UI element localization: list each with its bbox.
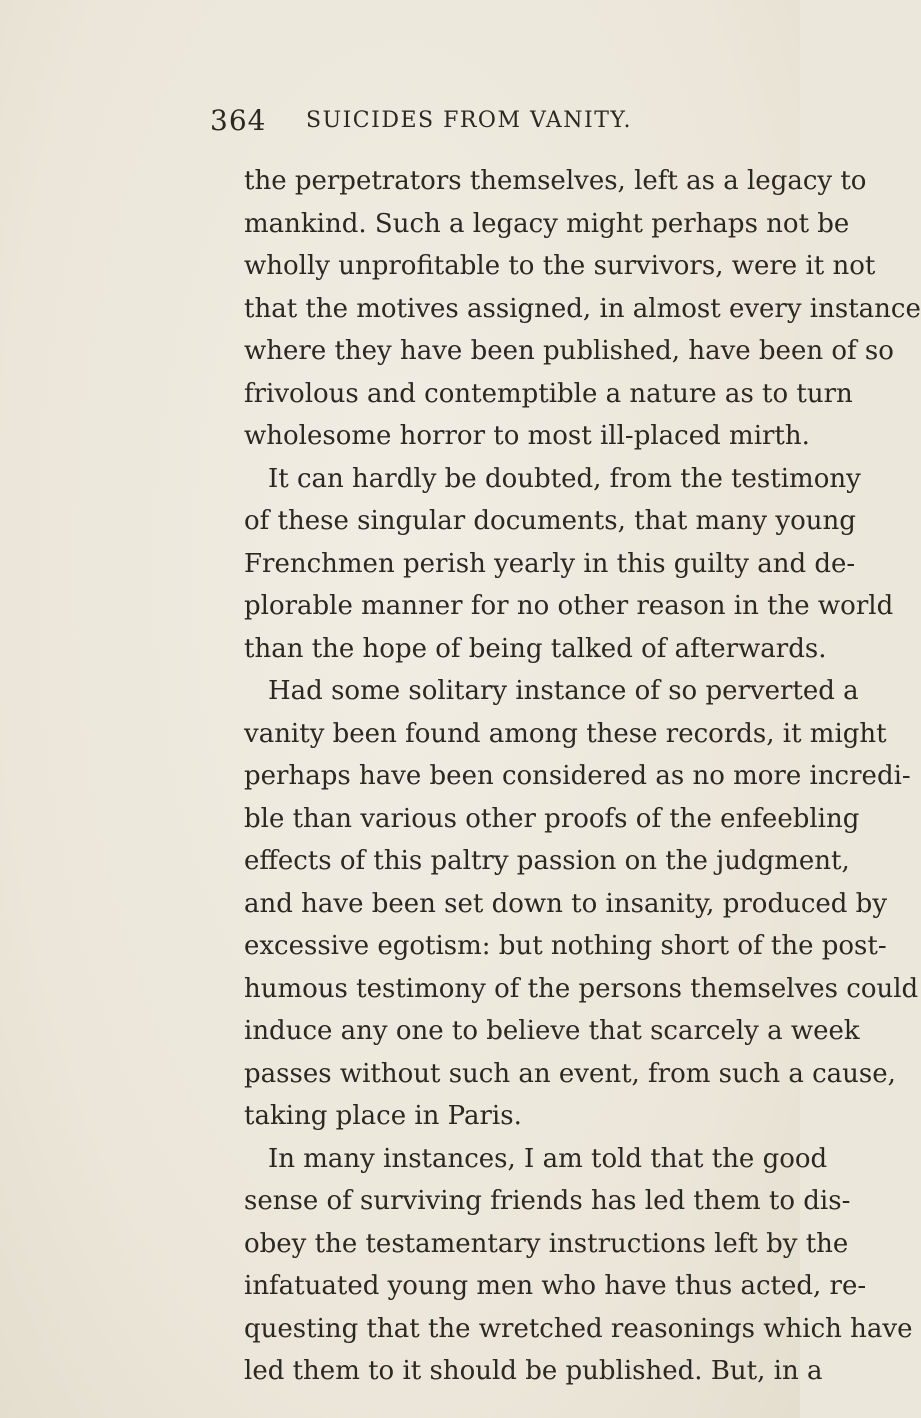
page-number: 364 bbox=[210, 104, 267, 137]
text-line: where they have been published, have been of so bbox=[244, 336, 894, 366]
text-line: of these singular documents, that many young bbox=[244, 506, 856, 536]
text-line: infatuated young men who have thus acted, re- bbox=[244, 1271, 867, 1301]
text-line: wholly unprofitable to the survivors, were it not bbox=[244, 251, 876, 281]
text-line: and have been set down to insanity, produced by bbox=[244, 888, 888, 919]
text-line: ble than various other proofs of the enfeebling bbox=[244, 803, 860, 834]
text-line: It can hardly be doubted, from the testimony bbox=[268, 463, 861, 494]
page-header bbox=[210, 104, 800, 148]
text-line: obey the testamentary instructions left by the bbox=[244, 1228, 849, 1259]
text-line: humous testimony of the persons themselves could bbox=[244, 973, 919, 1004]
running-head: SUICIDES FROM VANITY. bbox=[306, 108, 633, 133]
text-line: perhaps have been considered as no more incredi- bbox=[244, 761, 911, 791]
text-line: sense of surviving friends has led them to dis- bbox=[244, 1186, 851, 1216]
text-line: mankind. Such a legacy might perhaps not be bbox=[244, 208, 850, 239]
text-line: Had some solitary instance of so perverted a bbox=[268, 676, 859, 706]
text-line: led them to it should be published. But, in a bbox=[244, 1356, 823, 1386]
text-line: wholesome horror to most ill-placed mirth. bbox=[244, 421, 810, 451]
text-line: taking place in Paris. bbox=[244, 1101, 522, 1131]
text-line: passes without such an event, from such a cause, bbox=[244, 1058, 896, 1089]
text-line: In many instances, I am told that the good bbox=[268, 1143, 828, 1174]
text-line: vanity been found among these records, it might bbox=[244, 718, 887, 749]
text-line: the perpetrators themselves, left as a legacy to bbox=[244, 166, 867, 196]
text-line: that the motives assigned, in almost every instance bbox=[244, 293, 921, 324]
text-line: plorable manner for no other reason in the world bbox=[244, 591, 894, 621]
text-line: induce any one to believe that scarcely a week bbox=[244, 1016, 860, 1046]
text-line: effects of this paltry passion on the judgment, bbox=[244, 846, 850, 876]
text-line: frivolous and contemptible a nature as to turn bbox=[244, 378, 853, 409]
text-line: questing that the wretched reasonings which have bbox=[244, 1313, 913, 1344]
text-line: than the hope of being talked of afterwards. bbox=[244, 633, 827, 664]
text-line: excessive egotism: but nothing short of the post- bbox=[244, 931, 887, 961]
body-text bbox=[244, 160, 921, 1393]
text-line: Frenchmen perish yearly in this guilty and de- bbox=[244, 548, 856, 579]
